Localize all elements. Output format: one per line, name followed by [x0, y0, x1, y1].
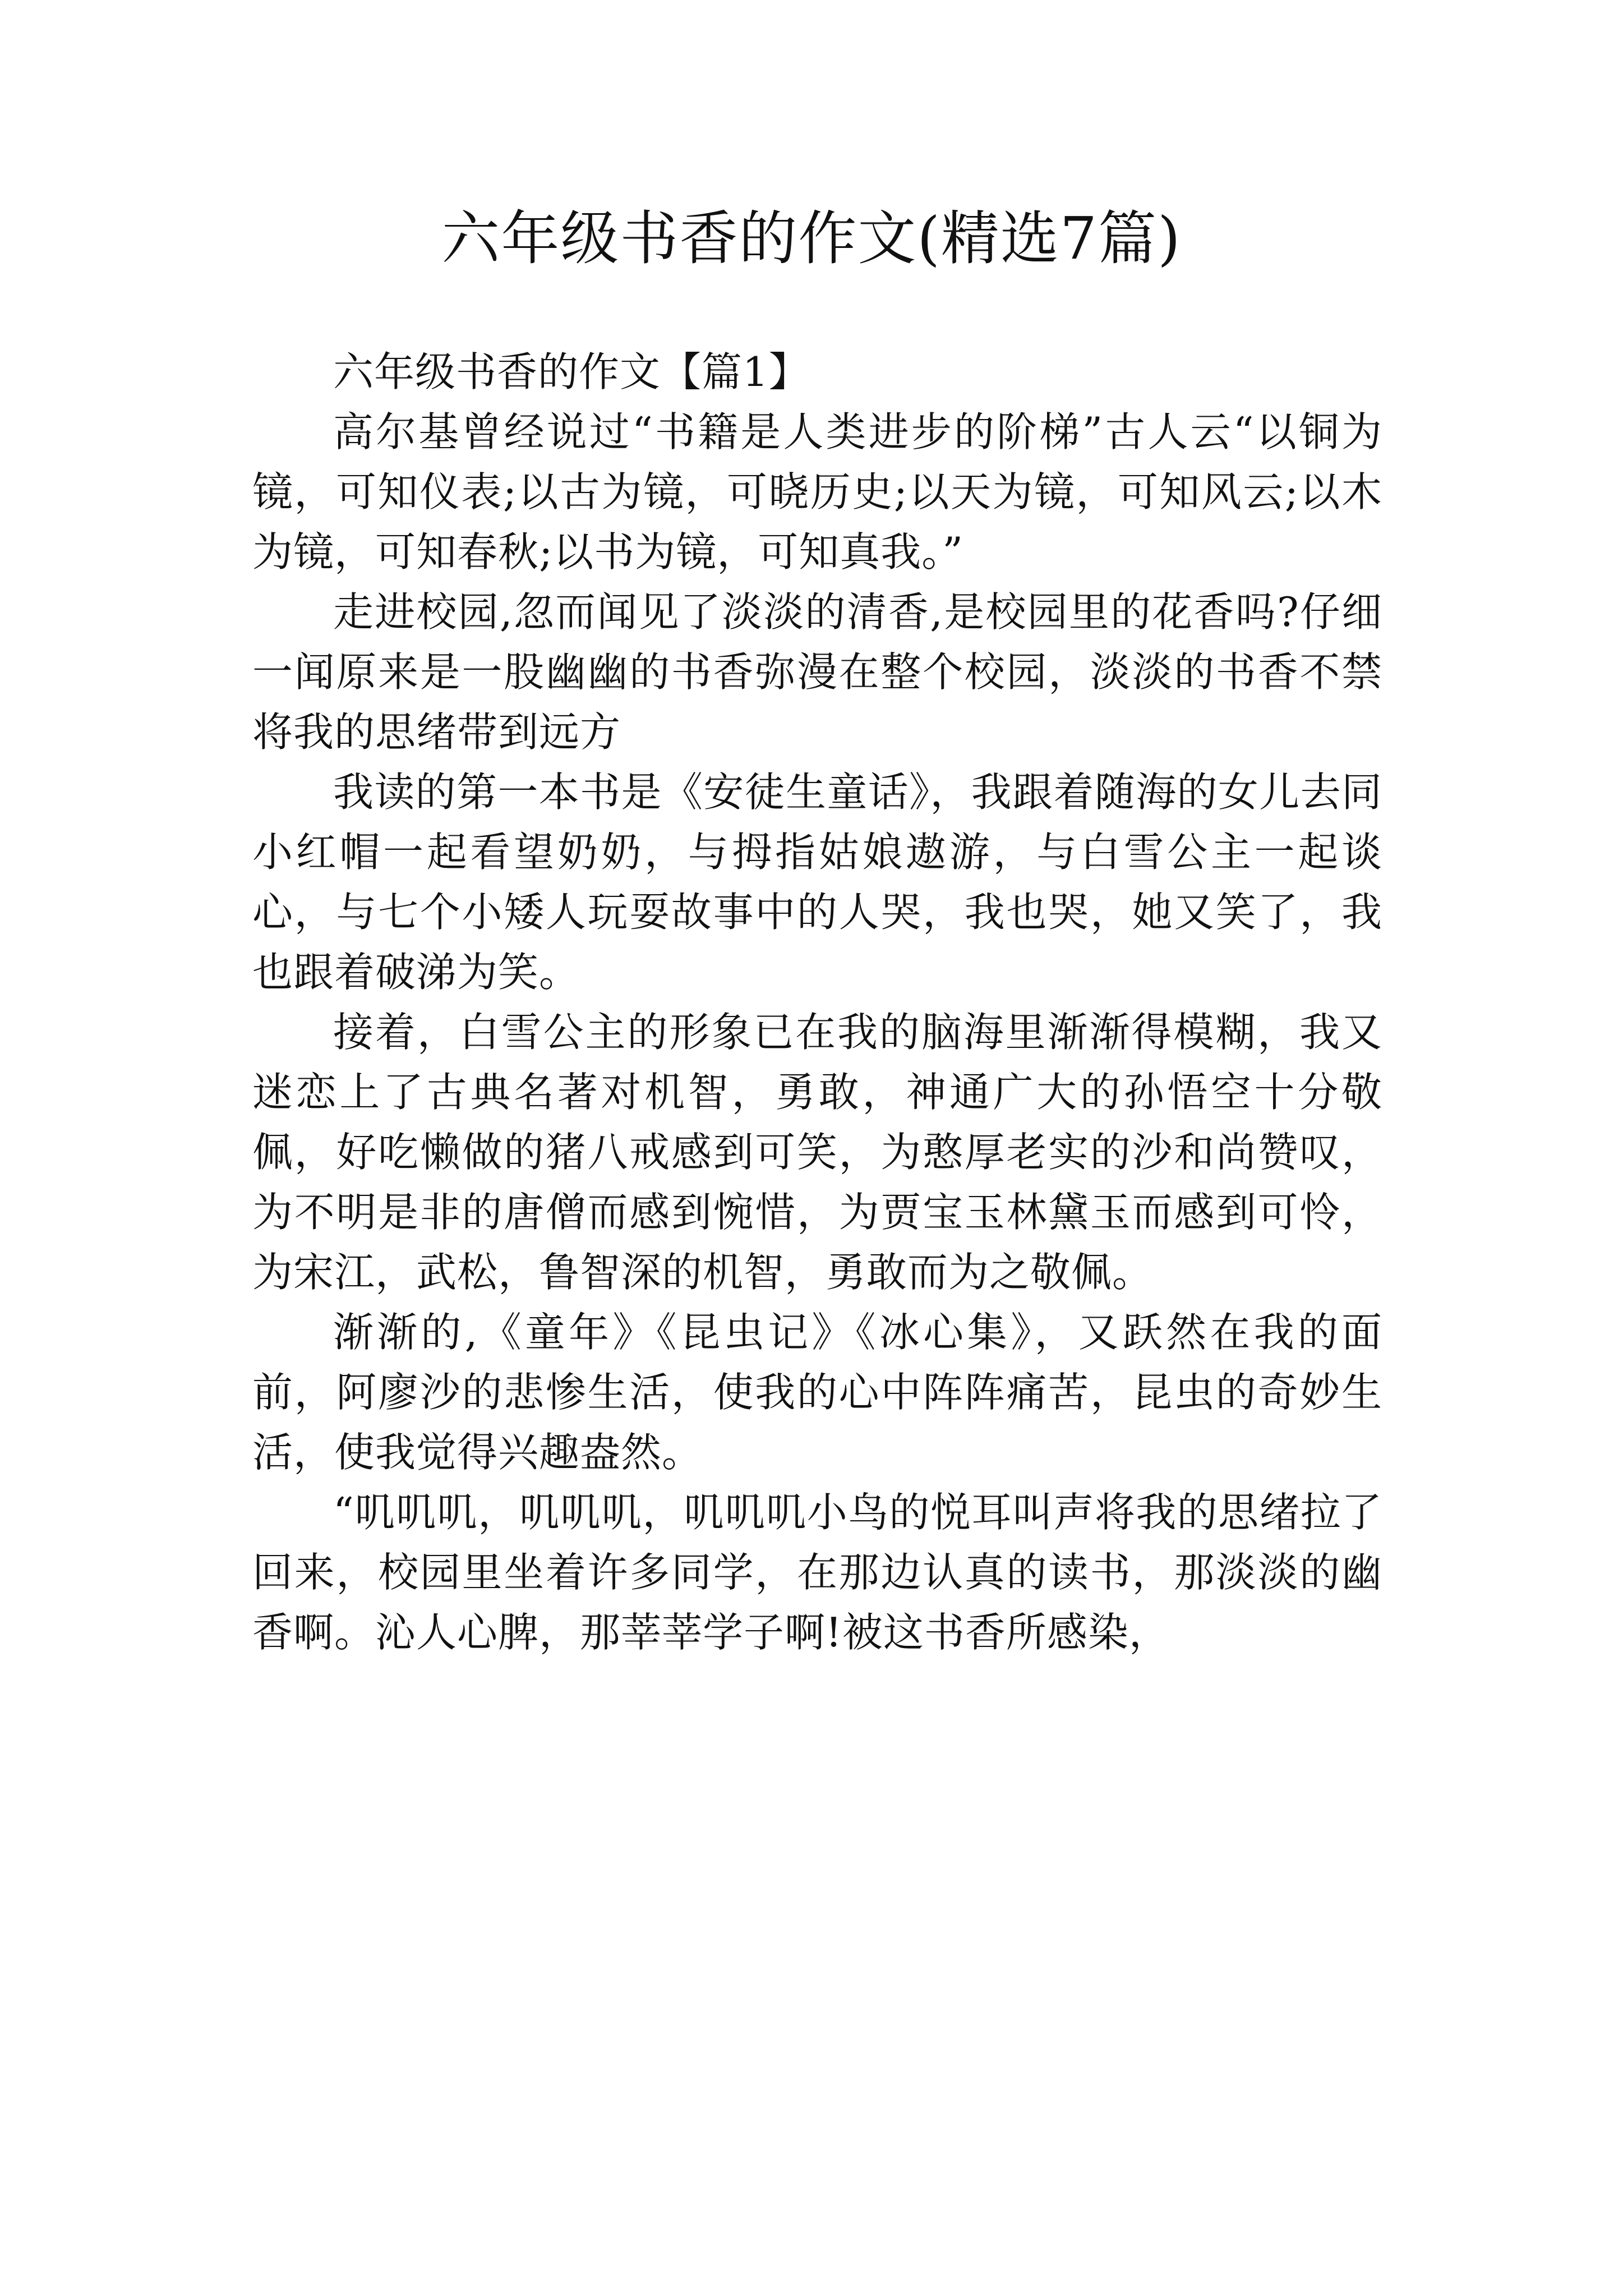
paragraph-5: 渐渐的,《童年》《昆虫记》《冰心集》，又跃然在我的面前，阿廖沙的悲惨生活，使我的心中阵阵痛苦，昆虫的奇妙生活，使我觉得兴趣盎然。: [252, 1309, 1382, 1476]
paragraph-2: 走进校园,忽而闻见了淡淡的清香,是校园里的花香吗?仔细一闻原来是一股幽幽的书香弥漫在整个校园，淡淡的书香不禁将我的思绪带到远方: [252, 588, 1382, 756]
section-heading: 六年级书香的作文【篇1】: [333, 348, 810, 395]
document-body: [252, 342, 1382, 1663]
paragraph-3: 我读的第一本书是《安徒生童话》，我跟着随海的女儿去同小红帽一起看望奶奶，与拇指姑娘遨游，与白雪公主一起谈心，与七个小矮人玩耍故事中的人哭，我也哭，她又笑了，我也跟着破涕为笑。: [252, 769, 1382, 996]
paragraph-4: 接着，白雪公主的形象已在我的脑海里渐渐得模糊，我又迷恋上了古典名著对机智，勇敢，神通广大的孙悟空十分敬佩，好吃懒做的猪八戒感到可笑，为憨厚老实的沙和尚赞叹，为不明是非的唐僧而感到惋惜，为贾宝玉林黛玉而感到可怜，为宋江，武松，鲁智深的机智，勇敢而为之敬佩。: [252, 1009, 1382, 1296]
paragraph-1: 高尔基曾经说过“书籍是人类进步的阶梯”古人云“以铜为镜，可知仪表;以古为镜，可晓历史;以天为镜，可知风云;以木为镜，可知春秋;以书为镜，可知真我。”: [252, 408, 1382, 576]
document-title: 六年级书香的作文(精选7篇): [441, 204, 1182, 273]
paragraph-6: “叽叽叽，叽叽叽，叽叽叽小鸟的悦耳叫声将我的思绪拉了回来，校园里坐着许多同学，在那边认真的读书，那淡淡的幽香啊。沁人心脾，那莘莘学子啊!被这书香所感染，: [252, 1489, 1382, 1656]
